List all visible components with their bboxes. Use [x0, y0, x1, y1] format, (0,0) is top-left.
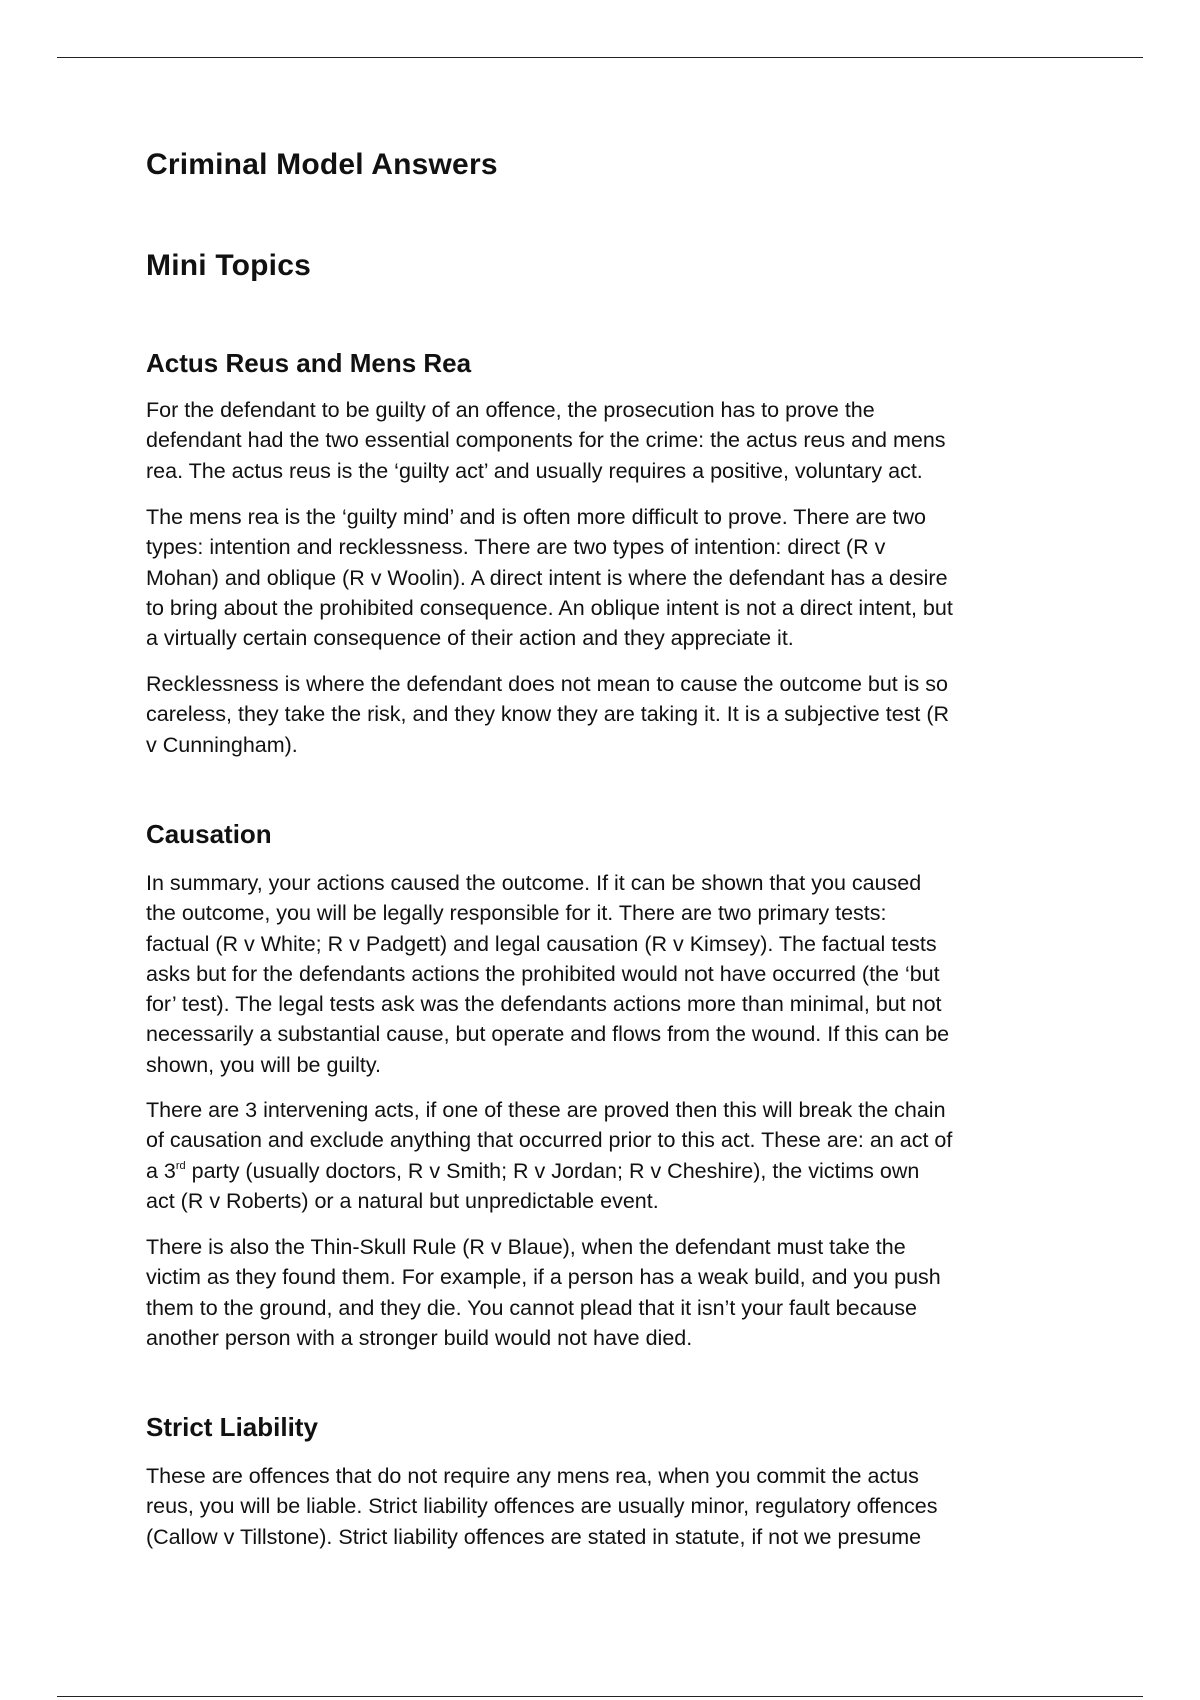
header-rule	[57, 57, 1143, 58]
text-fragment: a 3	[146, 1158, 176, 1183]
text-line: of causation and exclude anything that occurred prior to this act. These are: an act of	[146, 1128, 953, 1153]
text-fragment: party (usually doctors, R v Smith; R v Jordan; R v Cheshire), the victims own	[185, 1158, 920, 1183]
text-line: shown, you will be guilty.	[146, 1052, 382, 1077]
text-line: the outcome, you will be legally responsible for it. There are two primary tests:	[146, 901, 887, 926]
paragraph	[146, 1461, 1066, 1552]
text-line: defendant had the two essential components for the crime: the actus reus and mens	[146, 428, 946, 453]
text-line: for’ test). The legal tests ask was the defendants actions more than minimal, but not	[146, 992, 942, 1017]
text-line: In summary, your actions caused the outcome. If it can be shown that you caused	[146, 871, 922, 895]
paragraph	[146, 1095, 1066, 1216]
paragraph	[146, 395, 1066, 486]
text-line	[146, 1156, 1066, 1186]
text-line: them to the ground, and they die. You cannot plead that it isn’t your fault because	[146, 1295, 917, 1320]
text-line: There are 3 intervening acts, if one of these are proved then this will break the chain	[146, 1098, 946, 1122]
text-line: Mohan) and oblique (R v Woolin). A direct intent is where the defendant has a desire	[146, 565, 948, 590]
text-line: necessarily a substantial cause, but operate and flows from the wound. If this can be	[146, 1022, 950, 1047]
text-line: The mens rea is the ‘guilty mind’ and is often more difficult to prove. There are two	[146, 505, 926, 529]
text-line: For the defendant to be guilty of an offence, the prosecution has to prove the	[146, 398, 875, 422]
text-line: v Cunningham).	[146, 732, 298, 757]
footer-rule	[57, 1696, 1143, 1697]
text-line: to bring about the prohibited consequence. An oblique intent is not a direct intent, but	[146, 595, 953, 620]
text-line: victim as they found them. For example, if a person has a weak build, and you push	[146, 1265, 941, 1290]
text-line: another person with a stronger build would not have died.	[146, 1325, 693, 1350]
paragraph	[146, 1232, 1066, 1353]
text-line: rea. The actus reus is the ‘guilty act’ and usually requires a positive, voluntary act.	[146, 458, 923, 483]
text-line: reus, you will be liable. Strict liability offences are usually minor, regulatory offences	[146, 1494, 938, 1519]
text-line: There is also the Thin-Skull Rule (R v Blaue), when the defendant must take the	[146, 1235, 906, 1259]
text-line: factual (R v White; R v Padgett) and legal causation (R v Kimsey). The factual tests	[146, 931, 937, 956]
section-heading-causation: Causation	[146, 819, 272, 849]
text-line: types: intention and recklessness. There are two types of intention: direct (R v	[146, 535, 886, 560]
text-line: (Callow v Tillstone). Strict liability offences are stated in statute, if not we presume	[146, 1524, 922, 1549]
ordinal-superscript: rd	[175, 1159, 186, 1172]
text-line: These are offences that do not require any mens rea, when you commit the actus	[146, 1464, 919, 1488]
text-line: careless, they take the risk, and they know they are taking it. It is a subjective test (R	[146, 702, 950, 727]
document-subtitle: Mini Topics	[146, 249, 311, 282]
document-title: Criminal Model Answers	[146, 148, 498, 181]
section-heading-strict-liability: Strict Liability	[146, 1412, 318, 1442]
text-line: asks but for the defendants actions the prohibited would not have occurred (the ‘but	[146, 961, 940, 986]
text-line: a virtually certain consequence of their action and they appreciate it.	[146, 626, 794, 651]
text-line: act (R v Roberts) or a natural but unpredictable event.	[146, 1188, 659, 1213]
text-line: Recklessness is where the defendant does not mean to cause the outcome but is so	[146, 672, 948, 696]
paragraph	[146, 868, 1066, 1080]
paragraph	[146, 502, 1066, 653]
section-heading-actus-reus: Actus Reus and Mens Rea	[146, 348, 472, 378]
paragraph	[146, 669, 1066, 760]
